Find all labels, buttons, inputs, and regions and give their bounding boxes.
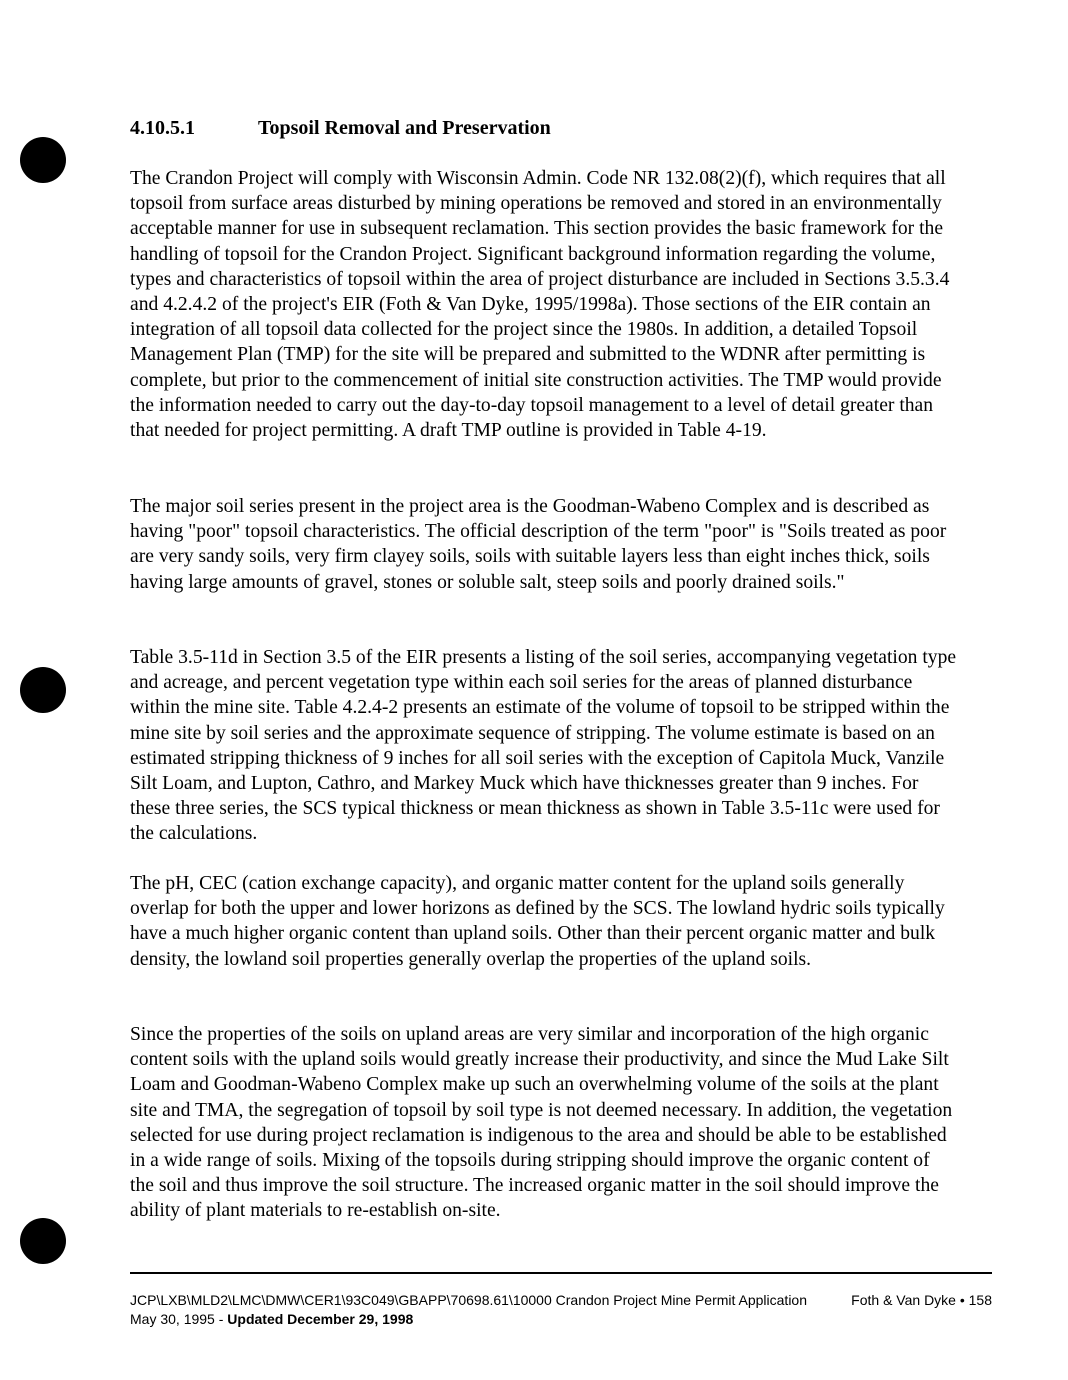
footer-doc-title: Crandon Project Mine Permit Application	[555, 1292, 807, 1308]
section-heading	[130, 113, 551, 143]
section-number: 4.10.5.1	[130, 117, 195, 139]
footer-company-page: Foth & Van Dyke • 158	[851, 1292, 992, 1308]
footer-doc-info	[130, 1291, 807, 1310]
paragraph-topsoil-compliance: The Crandon Project will comply with Wisconsin Admin. Code NR 132.08(2)(f), which requires that all topsoil from surface areas disturbed by mining operations be removed and stored in an environmentally acceptable manner for use in subsequent reclamation. This section provides the basic framework for the handling of topsoil for the Crandon Project. Significant background information regarding the volume, types and characteristics of topsoil within the area of project disturbance are included in Sections 3.5.3.4 and 4.2.4.2 of the project's EIR (Foth & Van Dyke, 1995/1998a). Those sections of the EIR contain an integration of all topsoil data collected for the project since the 1980s. In addition, a detailed Topsoil Management Plan (TMP) for the site will be prepared and submitted to the WDNR after permitting is complete, but prior to the commencement of initial site construction activities. The TMP would provide the information needed to carry out the day-to-day topsoil management to a level of detail greater than that needed for project permitting. A draft TMP outline is provided in Table 4-19.	[130, 168, 950, 442]
section-title: Topsoil Removal and Preservation	[258, 117, 551, 139]
paragraph-soil-properties: The pH, CEC (cation exchange capacity), and organic matter content for the upland soils generally overlap for both the upper and lower horizons as defined by the SCS. The lowland hydric soils typically have a much higher organic content than upland soils. Other than their percent organic matter and bulk density, the lowland soil properties generally overlap the properties of the upland soils.	[130, 873, 945, 970]
footer-date: May 30, 1995 -	[130, 1311, 228, 1327]
footer-line-1	[130, 1291, 992, 1310]
paragraph-soil-tables: Table 3.5-11d in Section 3.5 of the EIR presents a listing of the soil series, accompanying vegetation type and acreage, and percent vegetation type within each soil series for the areas of planned disturbance within the mine site. Table 4.2.4-2 presents an estimate of the volume of topsoil to be stripped within the mine site by soil series and the approximate sequence of stripping. The volume estimate is based on an estimated stripping thickness of 9 inches for all soil series with the exception of Capitola Muck, Vanzile Silt Loam, and Lupton, Cathro, and Markey Muck which have thicknesses greater than 9 inches. For these three series, the SCS typical thickness or mean thickness as shown in Table 3.5-11c were used for the calculations.	[130, 647, 957, 845]
footer-rule	[130, 1272, 992, 1274]
punch-hole-middle	[20, 667, 66, 713]
paragraph-soil-series: The major soil series present in the project area is the Goodman-Wabeno Complex and is described as having "poor" topsoil characteristics. The official description of the term "poor" is "Soils treated as poor are very sandy soils, very firm clayey soils, soils with suitable layers less than eight inches thick, soils having large amounts of gravel, stones or soluble salt, steep soils and poorly drained soils."	[130, 496, 947, 593]
footer-path: JCP\LXB\MLD2\LMC\DMW\CER1\93C049\GBAPP\70698.61\10000	[130, 1292, 552, 1308]
punch-hole-bottom	[20, 1218, 66, 1264]
paragraph-segregation: Since the properties of the soils on upland areas are very similar and incorporation of the high organic content soils with the upland soils would greatly increase their productivity, and since the Mud Lake Silt Loam and Goodman-Wabeno Complex make up such an overwhelming volume of the soils at the plant site and TMA, the segregation of topsoil by soil type is not deemed necessary. In addition, the vegetation selected for use during project reclamation is indigenous to the area and should be able to be established in a wide range of soils. Mixing of the topsoils during stripping should improve the organic content of the soil and thus improve the soil structure. The increased organic matter in the soil should improve the ability of plant materials to re-establish on-site.	[130, 1024, 953, 1222]
footer-line-2	[130, 1310, 992, 1329]
footer-updated: Updated December 29, 1998	[227, 1311, 414, 1327]
punch-hole-top	[20, 137, 66, 183]
